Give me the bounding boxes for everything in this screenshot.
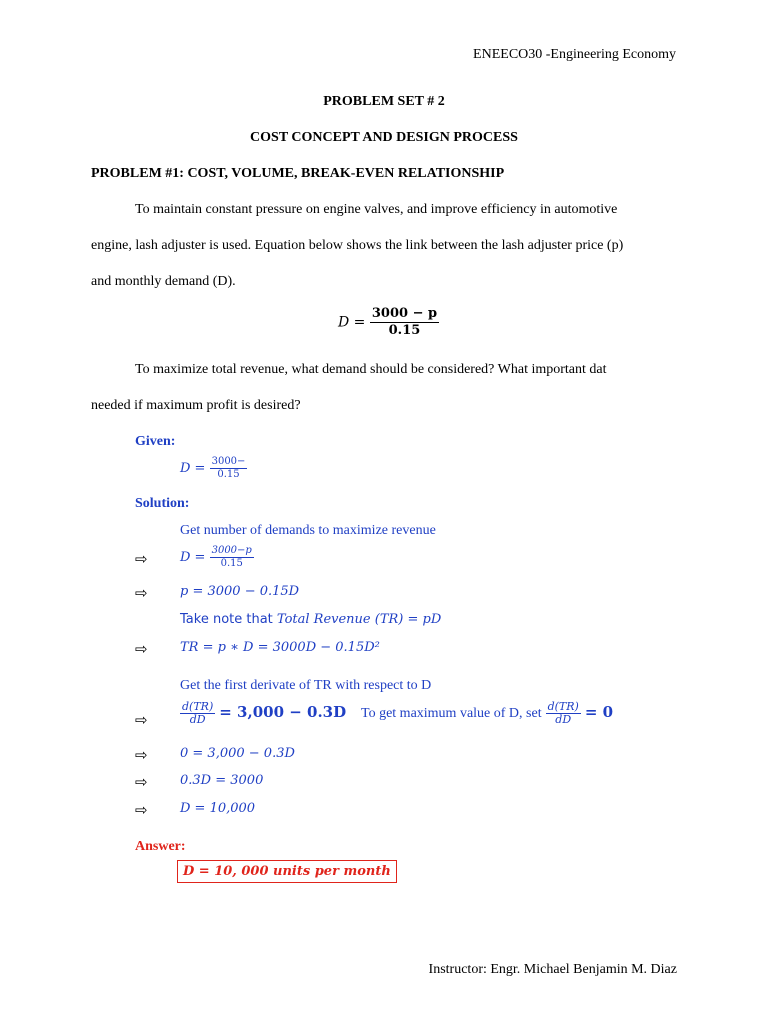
step-4-rhs: = 3,000 − 0.3D (219, 703, 347, 722)
solution-label: Solution: (135, 496, 190, 511)
main-equation (338, 306, 439, 339)
max-condition-rhs: = 0 (584, 703, 614, 722)
given-label: Given: (135, 434, 176, 449)
step-4-fraction (180, 701, 215, 726)
step-4-numerator: d(TR) (182, 700, 214, 713)
note-math: Total Revenue (TR) = pD (276, 612, 442, 627)
max-condition-numerator: d(TR) (547, 700, 579, 713)
derivative-intro: Get the first derivate of TR with respect to D (180, 678, 432, 693)
arrow-right-icon: ⇨ (135, 640, 148, 658)
intro-line-1: To maintain constant pressure on engine valves, and improve efficiency in automotive (135, 202, 618, 217)
main-eq-fraction (370, 306, 439, 339)
step-1-numerator: 3000−p (211, 545, 252, 556)
step-7-equation: D = 10,000 (180, 801, 256, 816)
max-condition-denominator: dD (555, 713, 572, 726)
main-eq-numerator: 3000 − p (371, 306, 438, 321)
total-revenue-note (180, 611, 441, 629)
given-equation (180, 456, 247, 481)
step-1-equation (180, 545, 254, 570)
step-6-equation: 0.3D = 3000 (180, 773, 264, 788)
section-subtitle: COST CONCEPT AND DESIGN PROCESS (250, 130, 518, 145)
note-prefix: Take note that (180, 612, 277, 627)
arrow-right-icon: ⇨ (135, 550, 148, 568)
arrow-right-icon: ⇨ (135, 746, 148, 764)
problem-set-title: PROBLEM SET # 2 (323, 94, 445, 109)
intro-line-2: engine, lash adjuster is used. Equation below shows the link between the lash adjuster price (p) (91, 238, 624, 253)
step-4-denominator: dD (189, 713, 206, 726)
arrow-right-icon: ⇨ (135, 584, 148, 602)
max-condition-fraction (546, 701, 581, 726)
answer-box: D = 10, 000 units per month (177, 860, 397, 883)
main-eq-denominator: 0.15 (388, 323, 421, 338)
step-1-fraction (210, 545, 254, 570)
step-5-equation: 0 = 3,000 − 0.3D (180, 746, 295, 761)
solution-intro: Get number of demands to maximize revenue (180, 523, 436, 538)
step-4-derivative (180, 701, 346, 726)
arrow-right-icon: ⇨ (135, 711, 148, 729)
answer-label: Answer: (135, 839, 186, 854)
instructor-footer: Instructor: Engr. Michael Benjamin M. Diaz (428, 962, 677, 977)
main-eq-lhs: D = (338, 314, 366, 331)
given-eq-denominator: 0.15 (217, 469, 240, 480)
max-condition-text: To get maximum value of D, set (361, 706, 542, 722)
course-header: ENEECO30 -Engineering Economy (473, 47, 676, 62)
step-1-denominator: 0.15 (220, 558, 243, 569)
question-line-1: To maximize total revenue, what demand should be considered? What important dat (135, 362, 607, 377)
arrow-right-icon: ⇨ (135, 801, 148, 819)
given-eq-numerator: 3000− (211, 456, 246, 467)
step-3-equation: TR = p ∗ D = 3000D − 0.15D² (180, 640, 380, 655)
step-1-lhs: D = (180, 550, 206, 565)
step-2-equation: p = 3000 − 0.15D (180, 584, 300, 599)
question-line-2: needed if maximum profit is desired? (91, 398, 301, 413)
given-eq-fraction (210, 456, 248, 481)
problem-heading: PROBLEM #1: COST, VOLUME, BREAK-EVEN RELATIONSHIP (91, 166, 505, 181)
max-condition-note (361, 701, 613, 726)
intro-line-3: and monthly demand (D). (91, 274, 236, 289)
arrow-right-icon: ⇨ (135, 773, 148, 791)
given-eq-lhs: D = (180, 461, 206, 476)
